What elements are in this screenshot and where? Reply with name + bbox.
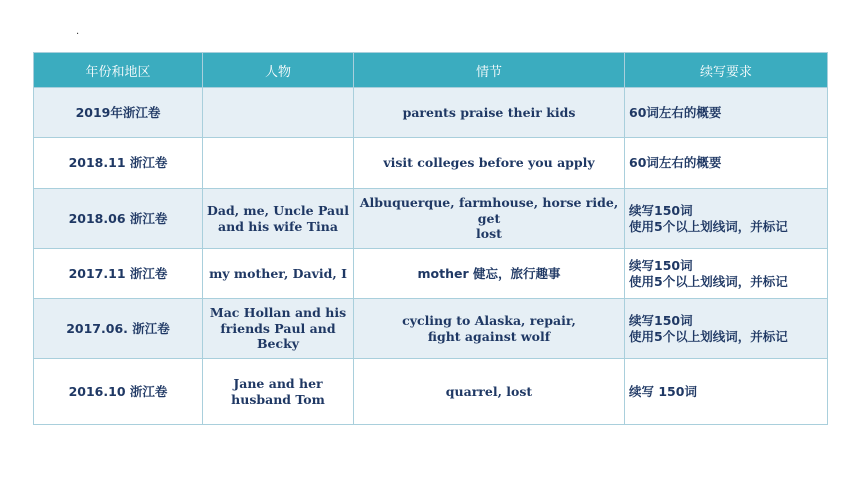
plot-cell [354,88,625,138]
plot-line: lost [476,226,502,242]
year-cell: 2018.06 浙江卷 [34,189,203,249]
table-row [34,189,828,249]
characters-cell [203,299,354,359]
requirement-cell [625,299,828,359]
requirement-line: 续写150词 [629,202,693,218]
plot-line: quarrel, lost [445,383,533,399]
header-requirement: 续写要求 [625,53,828,88]
requirement-cell [625,249,828,299]
exam-table [33,52,828,425]
characters-line: friends Paul and [220,320,336,336]
header-year: 年份和地区 [34,53,203,88]
requirement-line: 续写150词 [629,257,693,273]
requirement-line: 60词左右的概要 [629,104,722,120]
requirement-cell [625,138,828,189]
requirement-line: 续写150词 [629,312,693,328]
table-row [34,299,828,359]
characters-line: Jane and her [233,375,323,391]
characters-cell [203,189,354,249]
requirement-line: 使用5个以上划线词，并标记 [629,273,788,289]
header-row [34,53,828,88]
year-cell: 2018.11 浙江卷 [34,138,203,189]
characters-line: husband Tom [231,391,325,407]
table-row [34,359,828,425]
plot-cell [354,359,625,425]
characters-cell [203,138,354,189]
table-row [34,88,828,138]
plot-line: cycling to Alaska, repair, [402,312,576,328]
requirement-cell [625,88,828,138]
header-characters: 人物 [203,53,354,88]
top-dot-mark: . [76,26,80,37]
requirement-cell [625,359,828,425]
characters-line: Mac Hollan and his [209,305,347,321]
plot-cell [354,299,625,359]
plot-cell [354,189,625,249]
characters-cell [203,249,354,299]
plot-line: parents praise their kids [402,104,576,120]
plot-cell [354,138,625,189]
requirement-line: 使用5个以上划线词，并标记 [629,328,788,344]
requirement-line: 续写 150词 [629,383,697,399]
characters-line: Dad, me, Uncle Paul [207,202,349,218]
requirement-line: 使用5个以上划线词，并标记 [629,218,788,234]
plot-cell [354,249,625,299]
year-cell: 2016.10 浙江卷 [34,359,203,425]
plot-line: visit colleges before you apply [383,155,595,171]
year-cell: 2017.11 浙江卷 [34,249,203,299]
requirement-line: 60词左右的概要 [629,155,722,171]
plot-line: Albuquerque, farmhouse, horse ride, get [359,195,619,226]
characters-cell [203,88,354,138]
table-row [34,249,828,299]
plot-line: fight against wolf [427,328,551,344]
requirement-cell [625,189,828,249]
year-cell: 2019年浙江卷 [34,88,203,138]
characters-line: Becky [256,336,300,352]
characters-cell [203,359,354,425]
header-plot: 情节 [354,53,625,88]
table-row [34,138,828,189]
characters-line: and his wife Tina [218,218,338,234]
characters-line: my mother, David, I [209,265,347,281]
plot-line: mother 健忘，旅行趣事 [417,265,561,281]
year-cell: 2017.06. 浙江卷 [34,299,203,359]
